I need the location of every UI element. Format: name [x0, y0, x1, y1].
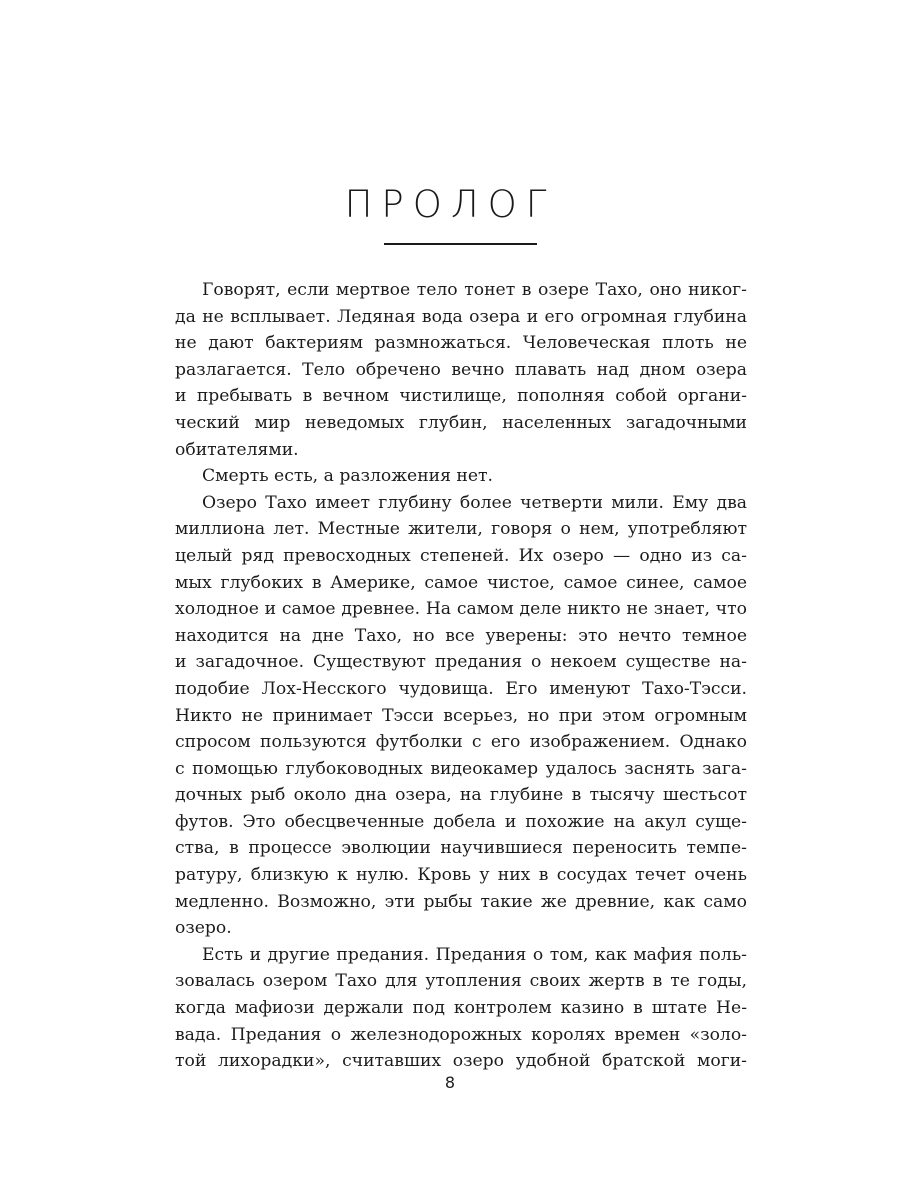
text-line: подобие Лох-Несского чудовища. Его именуют Тахо-Тэсси. [175, 678, 747, 699]
text-line: целый ряд превосходных степеней. Их озеро — одно из са- [175, 545, 747, 566]
text-line: и загадочное. Существуют предания о некоем существе на- [175, 652, 747, 673]
text-line: зовалась озером Тахо для утопления своих жертв в те годы, [175, 971, 747, 992]
text-line: спросом пользуются футболки с его изображением. Однако [175, 732, 747, 753]
page-number: 8 [444, 1073, 456, 1092]
text-line: той лихорадки», считавших озеро удобной братской моги- [175, 1051, 747, 1072]
text-line: озеро. [175, 918, 232, 939]
text-line: медленно. Возможно, эти рыбы такие же древние, как само [175, 891, 747, 912]
text-line: Есть и другие предания. Предания о том, как мафия поль- [202, 944, 747, 965]
text-line: холодное и самое древнее. На самом деле никто не знает, что [175, 599, 747, 620]
text-line: да не всплывает. Ледяная вода озера и его огромная глубина [175, 306, 747, 327]
text-line: мых глубоких в Америке, самое чистое, самое синее, самое [175, 572, 747, 593]
text-line: ства, в процессе эволюции научившиеся переносить темпе- [175, 838, 747, 859]
text-line: не дают бактериям размножаться. Человеческая плоть не [175, 333, 747, 354]
text-line: дочных рыб около дна озера, на глубине в тысячу шестьсот [175, 785, 747, 806]
text-line: миллиона лет. Местные жители, говоря о нем, употребляют [175, 519, 747, 540]
body-text [175, 277, 747, 1075]
text-line: вада. Предания о железнодорожных королях времен «золо- [175, 1024, 747, 1045]
text-line: ратуру, близкую к нулю. Кровь у них в сосудах течет очень [175, 865, 747, 886]
text-line: когда мафиози держали под контролем казино в штате Не- [175, 998, 747, 1019]
text-line: с помощью глубоководных видеокамер удалось заснять зага- [175, 758, 747, 779]
text-line: разлагается. Тело обречено вечно плавать над дном озера [175, 359, 747, 380]
text-line: и пребывать в вечном чистилище, пополняя собой органи- [175, 386, 747, 407]
text-line: Говорят, если мертвое тело тонет в озере Тахо, оно никог- [202, 280, 747, 300]
text-line: Никто не принимает Тэсси всерьез, но при этом огромным [175, 705, 747, 726]
text-line: Озеро Тахо имеет глубину более четверти мили. Ему два [202, 492, 747, 513]
text-line: Смерть есть, а разложения нет. [202, 466, 494, 487]
title-underline [384, 243, 537, 245]
text-line: футов. Это обесцвеченные добела и похожие на акул суще- [175, 811, 747, 832]
text-line: обитателями. [175, 439, 299, 460]
text-line: находится на дне Тахо, но все уверены: это нечто темное [175, 625, 747, 646]
chapter-title: ПРОЛОГ [344, 183, 556, 226]
text-line: ческий мир неведомых глубин, населенных загадочными [175, 412, 747, 433]
